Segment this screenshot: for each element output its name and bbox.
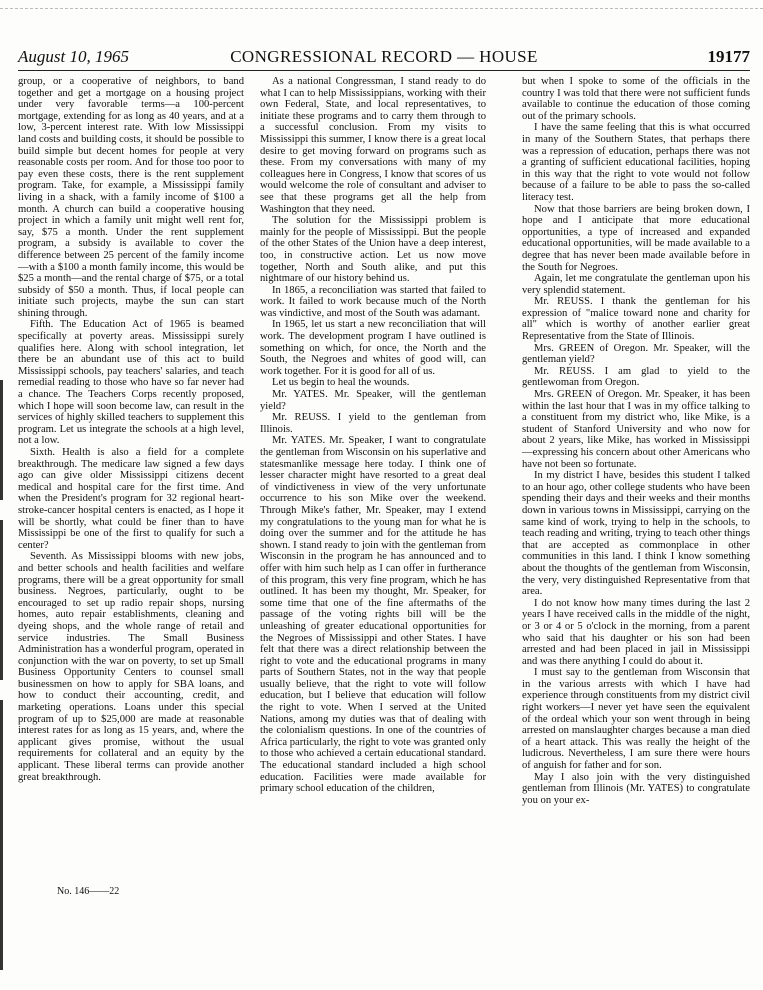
paragraph: Again, let me congratulate the gentleman upon his very splendid statement. — [522, 273, 750, 296]
paragraph: The solution for the Mississippi problem is mainly for the people of Mississippi. But the people of the other States of the Union have a deep interest, too, in constructive action. Let us now move together, North and South alike, and put this nightmare of our history behind us. — [260, 215, 486, 285]
paragraph: In my district I have, besides this student I talked to an hour ago, other college students who have been spending their days and their weeks and their months down in various towns in Mississippi, carrying on the same kind of work, trying to help in the schools, to teach reading and writing, trying to teach other things that are accepted as commonplace in other communities in this land. I think I know something about the thoughts of the gentleman from Wisconsin, the very, very distinguished Representative from that area. — [522, 470, 750, 598]
paragraph: I do not know how many times during the last 2 years I have received calls in the middle of the night, or 3 or 4 or 5 o'clock in the morning, from a parent who said that his daughter or his son had been arrested and had been placed in jail in Mississippi and was there anything I could do about it. — [522, 597, 750, 667]
column-2 — [260, 76, 486, 795]
paragraph: Seventh. As Mississippi blooms with new jobs, and better schools and health facilities and welfare programs, there will be a great opportunity for small business. Negroes, particularly, ought to be encouraged to set up radio repair shops, nursing homes, auto repair establishments, cleaning and dyeing shops, and the whole range of retail and service industries. The Small Business Administration has a wonderful program, operated in conjunction with the war on poverty, to set up Small Business Opportunity Centers to counsel small businessmen on how to apply for SBA loans, and how to conduct their accounting, credit, and marketing operations. Loans under this special program of up to $25,000 are made at reasonable interest rates for as long as 15 years, and, where the applicant gives promise, without the usual requirements for collateral and an equity by the applicant. These liberal terms can provide another great breakthrough. — [18, 551, 244, 783]
paragraph: Mr. YATES. Mr. Speaker, I want to congratulate the gentleman from Wisconsin on his superlative and statesmanlike message here today. I think one of lesser character might have resorted to a great deal of vindictiveness in view of the very unfortunate occurrence to his son Mike over the weekend. Through Mike's father, Mr. Speaker, may I extend my congratulations to the young man for what he is doing over the summer and for the attitude he has shown. I stand ready to join with the gentleman from Wisconsin in the program he has announced and to offer with him such help as I can offer in furtherance of this program, this very fine program, which he has outlined. It has been my thought, Mr. Speaker, for some time that one of the fine aftermaths of the passage of the voting rights bill will be the unleashing of greater educational opportunities for the Negroes of Mississippi and other States. I have felt that there was a direct relationship between the right to vote and the educational programs in many parts of Southern States, not in the way that people usually believe, that the right to vote will follow education, but I believe that education will follow the right to vote. When I served at the United Nations, among my duties was that of dealing with the colonialism questions. In one of the countries of Africa particularly, the right to vote was granted only to those who achieved a certain educational standard. The educational standard included a high school education. Facilities were made available for primary school education of the children, — [260, 435, 486, 795]
paragraph: group, or a cooperative of neighbors, to band together and get a mortgage on a housing project under very favorable terms—a 100-percent mortgage, extending for as long as 40 years, and at a low, 3-percent interest rate. With low Mississippi land costs and building costs, it should be possible to build simple but decent homes for people at very reasonable costs per room. And for those too poor to pay even these costs, there is the rent supplement program. Take, for example, a Mississippi family living in a shack, with a family income of $100 a month. A church can build a cooperative housing project in which a family unit might well rent for, say, $75 a month. Under the rent supplement program, a subsidy is available to cover the difference between 25 percent of the family income—with a $100 a month family income, this would be $25 a month—and the rental charge of $75, or a total subsidy of $50 a month. Thus, if local people can initiate such projects, maybe the sun can start shining through. — [18, 76, 244, 319]
paragraph: In 1965, let us start a new reconciliation that will work. The development program I have outlined is something on which, for once, the North and the South, the Negroes and whites of good will, can work together. For it is good for all of us. — [260, 319, 486, 377]
paragraph: Mr. REUSS. I yield to the gentleman from Illinois. — [260, 412, 486, 435]
paragraph: Mrs. GREEN of Oregon. Mr. Speaker, will the gentleman yield? — [522, 342, 750, 366]
binding-edge-mark — [0, 380, 3, 500]
paragraph: I must say to the gentleman from Wisconsin that in the various arrests with which I have had experience through constituents from my district civil right workers—I never yet have seen the equivalent of the ordeal which your son went through in being arrested on manslaughter charges because a man died of a heart attack. This was really the height of the ludicrous. Nevertheless, I am sure there were hours of anguish for father and for son. — [522, 667, 750, 772]
page-header — [18, 47, 750, 71]
header-page-number: 19177 — [707, 47, 750, 66]
paragraph: I have the same feeling that this is what occurred in many of the Southern States, that perhaps there was a repression of education, perhaps there was not a granting of sufficient educational facilities, hoping in this way that the right to vote would not follow because of a failure to be able to pass the so-called literacy test. — [522, 122, 750, 203]
paragraph: but when I spoke to some of the officials in the country I was told that there were not sufficient funds available to continue the education of those coming out of the primary schools. — [522, 76, 750, 122]
paragraph: Sixth. Health is also a field for a complete breakthrough. The medicare law signed a few days ago can give older Mississippi citizens decent medical and hospital care for the first time. And when the President's program for 32 regional heart-stroke-cancer hospital centers is enacted, as I hope it will be shortly, what could be finer than to have Mississippi be one of the first to qualify for such a center? — [18, 447, 244, 551]
paragraph: Mr. YATES. Mr. Speaker, will the gentleman yield? — [260, 389, 486, 412]
header-date: August 10, 1965 — [18, 47, 129, 66]
paragraph: Mr. REUSS. I am glad to yield to the gentlewoman from Oregon. — [522, 365, 750, 389]
paragraph: Mrs. GREEN of Oregon. Mr. Speaker, it has been within the last hour that I was in my office talking to a constituent from my district who, like Mike, is a student of Stanford University and who now for about 2 years, like Mike, has worked in Mississippi—expressing his concern about other Americans who have not been so fortunate. — [522, 389, 750, 470]
column-1 — [18, 76, 244, 783]
paragraph: Mr. REUSS. I thank the gentleman for his expression of "malice toward none and charity for all" which is worthy of another earlier great Representative from the State of Illinois. — [522, 296, 750, 343]
paragraph: Now that those barriers are being broken down, I hope and I anticipate that more educational opportunities, a type of increased and expanded educational opportunities, will be made available to a degree that has never been made available before in the South for Negroes. — [522, 203, 750, 273]
header-rule — [18, 70, 750, 71]
header-title: CONGRESSIONAL RECORD — HOUSE — [230, 47, 538, 66]
paragraph: May I also join with the very distinguished gentleman from Illinois (Mr. YATES) to congratulate you on your ex- — [522, 771, 750, 806]
paragraph: Fifth. The Education Act of 1965 is beamed specifically at poverty areas. Mississippi surely qualifies here. Along with school integration, let there be an abundant use of this act to build Mississippi schools, pay teachers' salaries, and teach remedial reading to those who have so far never had a chance. The Teachers Corps recently proposed, which I hope will soon become law, can result in the services of highly skilled teachers to supplement this program. Let us integrate the schools at a high level, not a low. — [18, 319, 244, 447]
paragraph: As a national Congressman, I stand ready to do what I can to help Mississippians, working with their own Federal, State, and local representatives, to initiate these programs and to carry them through to a successful conclusion. From my visits to Mississippi this summer, I know there is a great local desire to get moving forward on programs such as these. From my conversations with many of my colleagues here in Congress, I know that scores of us would welcome the role of consultant and adviser to see that these programs get all the help from Washington that they need. — [260, 76, 486, 215]
paragraph: In 1865, a reconciliation was started that failed to work. It failed to work because much of the North was vindictive, and most of the South was adamant. — [260, 284, 486, 319]
binding-edge-mark — [0, 520, 3, 680]
column-3 — [522, 76, 750, 806]
page-top-edge — [0, 0, 763, 9]
binding-edge-mark — [0, 700, 3, 970]
paragraph: Let us begin to heal the wounds. — [272, 377, 410, 389]
page-footnote: No. 146——22 — [57, 886, 120, 897]
